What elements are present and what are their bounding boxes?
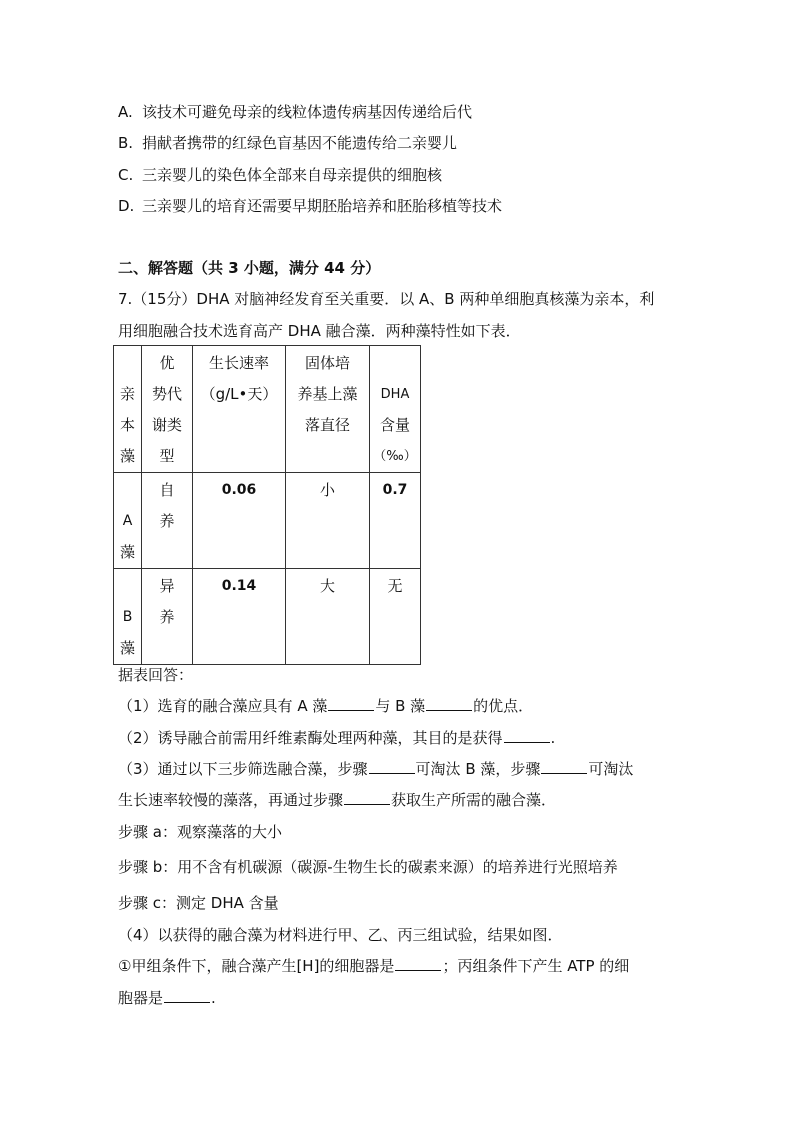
header-metabolism-type [142,346,193,473]
header-text: 谢类 [151,416,182,434]
table-header-row [114,346,421,473]
step-a: 步骤 a：观察藻落的大小 [118,823,282,841]
header-text: （g/L•天） [200,385,278,403]
table-row [114,569,421,665]
row-a-dha: 0.7 [370,473,421,569]
q1-part-1: （1）选育的融合藻应具有 A 藻 [118,697,328,715]
q1-part-2: 与 B 藻 [375,697,426,715]
algae-traits-table [113,345,421,665]
answer-blank[interactable] [369,759,415,774]
row-a-diameter: 小 [286,473,370,569]
header-text: 本 [119,416,135,434]
option-c-label: C. [118,166,134,184]
row-b-diameter: 大 [286,569,370,665]
header-text: 含量 [379,416,410,434]
q3-part-4: 生长速率较慢的藻落，再通过步骤 [118,791,344,809]
cell-text: 自 [159,481,175,499]
q3-part-3: 可淘汰 [588,760,634,778]
step-c: 步骤 c：测定 DHA 含量 [118,894,279,912]
answer-blank[interactable] [541,759,587,774]
answer-blank[interactable] [164,988,210,1003]
option-c-text: 三亲婴儿的染色体全部来自母亲提供的细胞核 [142,166,443,184]
option-b [118,133,457,153]
header-text: 落直径 [304,416,350,434]
cell-text: 养 [159,608,175,626]
header-text: 势代 [151,385,182,403]
sub-question-4-1-line-2 [118,988,216,1008]
q3-part-2: 可淘汰 B 藻，步骤 [415,760,541,778]
question-7-line-1: 7.（15分）DHA 对脑神经发育至关重要．以 A、B 两种单细胞真核藻为亲本，利 [118,290,655,308]
sub-question-1 [118,696,533,716]
row-a-name [114,473,142,569]
row-a-rate: 0.06 [193,473,286,569]
header-text: （‰） [373,449,417,464]
option-b-text: 捐献者携带的红绿色盲基因不能遗传给二亲婴儿 [142,134,458,152]
sub-question-4-1-line-1 [118,956,629,976]
q3-part-5: 获取生产所需的融合藻． [391,791,557,809]
q4-1-part-3: 胞器是 [118,989,164,1007]
header-growth-rate [193,346,286,473]
answer-blank[interactable] [426,696,472,711]
answer-blank[interactable] [328,696,374,711]
cell-text: 养 [159,512,175,530]
sub-question-3-line-1 [118,759,633,779]
cell-text: 异 [159,577,175,595]
row-b-rate: 0.14 [193,569,286,665]
row-b-type [142,569,193,665]
header-colony-diameter [286,346,370,473]
option-d [118,196,502,216]
header-text: 藻 [119,447,135,465]
answer-blank[interactable] [344,790,390,805]
option-a-text: 该技术可避免母亲的线粒体遗传病基因传递给后代 [142,103,473,121]
cell-text: 藻 [119,639,135,657]
header-text: DHA [380,387,410,402]
header-parent-algae [114,346,142,473]
sub-question-3-line-2 [118,790,556,810]
header-text: 优 [159,354,175,372]
q4-1-part-2: ；丙组条件下产生 ATP 的细 [442,957,630,975]
header-text: 亲 [119,385,135,403]
table-row [114,473,421,569]
cell-text: A [122,513,133,529]
cell-text: 藻 [119,543,135,561]
option-d-text: 三亲婴儿的培育还需要早期胚胎培养和胚胎移植等技术 [142,197,503,215]
header-text: 型 [159,447,175,465]
header-text: 生长速率 [208,354,269,372]
answer-intro: 据表回答： [118,666,194,684]
header-dha-content [370,346,421,473]
option-a-label: A. [118,103,133,121]
q2-part-2: . [550,729,556,747]
q4-1-part-4: . [211,989,216,1007]
sub-question-2 [118,728,555,748]
option-d-label: D. [118,197,135,215]
header-text: 固体培 [304,354,350,372]
row-b-dha: 无 [370,569,421,665]
question-7-line-2: 用细胞融合技术选育高产 DHA 融合藻．两种藻特性如下表． [118,322,521,340]
q4-1-part-1: ①甲组条件下，融合藻产生[H]的细胞器是 [118,957,395,975]
option-b-label: B. [118,134,134,152]
answer-blank[interactable] [395,956,441,971]
option-c [118,165,442,185]
header-text: 养基上藻 [297,385,358,403]
step-b: 步骤 b：用不含有机碳源（碳源-生物生长的碳素来源）的培养进行光照培养 [118,858,618,876]
q1-part-3: 的优点． [473,697,534,715]
row-b-name [114,569,142,665]
sub-question-4: （4）以获得的融合藻为材料进行甲、乙、丙三组试验，结果如图． [118,926,563,944]
q3-part-1: （3）通过以下三步筛选融合藻，步骤 [118,760,368,778]
cell-text: B [122,609,133,625]
option-a [118,102,472,122]
q2-part-1: （2）诱导融合前需用纤维素酶处理两种藻，其目的是获得 [118,729,503,747]
row-a-type [142,473,193,569]
section-title: 二、解答题（共 3 小题，满分 44 分） [118,259,381,277]
answer-blank[interactable] [504,728,550,743]
